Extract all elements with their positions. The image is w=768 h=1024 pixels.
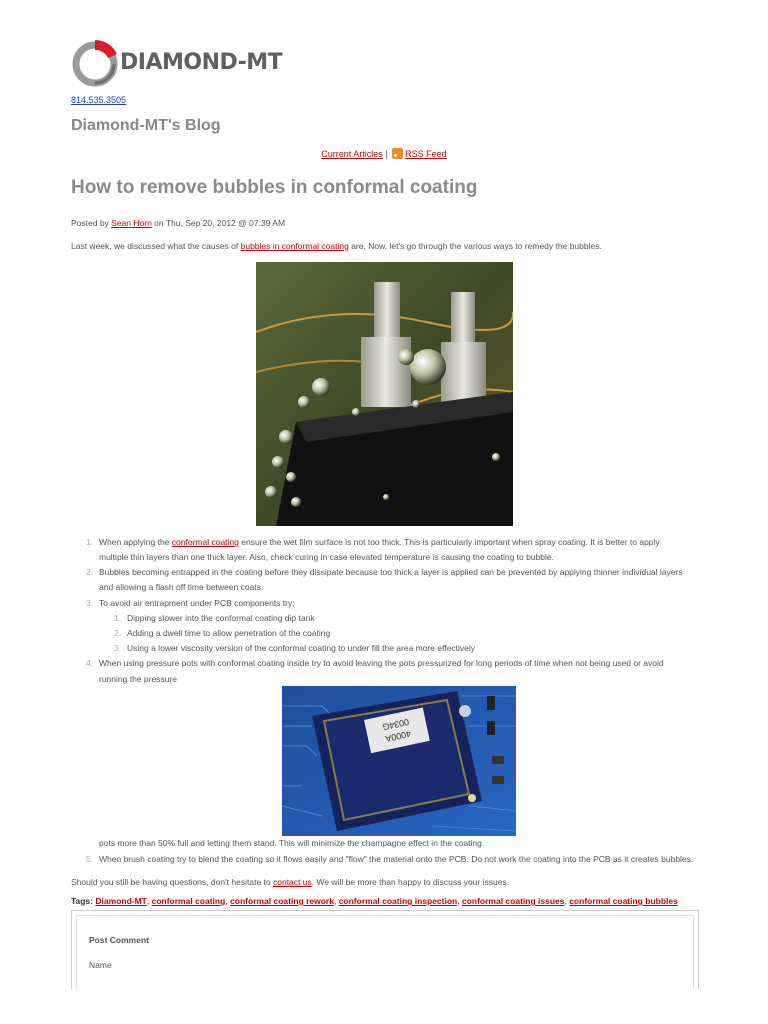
blog-title: Diamond-MT's Blog: [71, 117, 221, 134]
phone-link[interactable]: 814.535.3505: [71, 95, 127, 105]
list-item: [86, 565, 683, 580]
list-number: 3.: [86, 598, 94, 608]
tag-link[interactable]: conformal coating issues: [461, 896, 565, 906]
tag-separator: ,: [146, 896, 152, 906]
list-number: 1.: [114, 613, 122, 623]
feed-separator: |: [382, 149, 391, 159]
sub-list-item: [114, 641, 476, 656]
contact-us-link[interactable]: contact us: [272, 877, 312, 887]
comment-form-inner: [76, 915, 694, 989]
list-text: When brush coating try to blend the coating so it flows easily and "flow" the material onto the PCB. Do not work the coating into the PCB as it creates bubbles.: [99, 854, 694, 864]
list-text: To avoid air entrapment under PCB components try:: [99, 598, 295, 608]
list-item: [86, 852, 694, 867]
list-item-line: multiple thin layers than one thick layer. Also, check curing in case elevated temperature is causing the coating to bubble.: [99, 552, 555, 562]
list-number: 2.: [114, 628, 122, 638]
bubbles-photo: [256, 262, 513, 526]
tag-separator: ,: [564, 896, 570, 906]
logo-ring-icon: [70, 36, 122, 92]
post-comment-heading: Post Comment: [89, 935, 149, 945]
list-text: ensure the wet film surface is not too thick. This is particularly important when spray coating. It is better to apply: [238, 537, 660, 547]
intro-text-end: are. Now, let's go through the various ways to remedy the bubbles.: [348, 241, 602, 251]
byline-prefix: Posted by: [71, 218, 112, 228]
post-intro: [71, 241, 602, 251]
intro-text: Last week, we discussed what the causes of: [71, 241, 241, 251]
tag-separator: ,: [225, 896, 231, 906]
list-number: 1.: [86, 537, 94, 547]
byline-date: on Thu, Sep 20, 2012 @ 07:39 AM: [151, 218, 286, 228]
list-text: When applying the: [99, 537, 172, 547]
chip-label-line1: 0034G: [381, 716, 410, 733]
sub-list-item: [114, 626, 331, 641]
list-number: 2.: [86, 567, 94, 577]
sub-list-item: [114, 611, 315, 626]
post-tags: [71, 896, 678, 906]
tag-separator: ,: [457, 896, 462, 906]
list-item: [86, 535, 660, 550]
author-link[interactable]: Sean Horn: [111, 218, 152, 228]
conformal-coating-link[interactable]: conformal coating: [171, 537, 239, 547]
list-number: 3.: [114, 643, 122, 653]
feed-links: [0, 148, 768, 159]
list-item: [86, 596, 295, 611]
tag-link[interactable]: conformal coating: [151, 896, 226, 906]
list-text: Bubbles becoming entrapped in the coating before they dissipate because too thick a layer is applied can be prevented by applying thinner individual layers: [99, 567, 683, 577]
rss-icon[interactable]: [392, 148, 403, 159]
chip-label-line2: 4000A: [384, 728, 412, 744]
list-text: Adding a dwell time to allow penetration of the coating: [127, 628, 331, 638]
tags-label: Tags:: [71, 896, 96, 906]
tag-link[interactable]: conformal coating bubbles: [569, 896, 678, 906]
bubbles-link[interactable]: bubbles in conformal coating: [240, 241, 349, 251]
list-number: 5.: [86, 854, 94, 864]
comment-form: [71, 910, 699, 989]
list-item-line: running the pressure: [99, 674, 177, 684]
tag-separator: ,: [333, 896, 339, 906]
tag-link[interactable]: conformal coating rework: [230, 896, 334, 906]
tag-link[interactable]: Diamond-MT: [95, 896, 147, 906]
list-item: [86, 656, 664, 671]
list-text: Using a lower viscosity version of the conformal coating to under fill the area more effectively: [127, 643, 476, 653]
post-byline: [71, 218, 285, 228]
list-item-line: and allowing a flash off time between coats.: [99, 582, 264, 592]
pcb-chip-photo: [282, 686, 516, 836]
rss-feed-link[interactable]: RSS Feed: [405, 149, 447, 159]
diamond-mt-logo[interactable]: [70, 36, 285, 92]
list-text: When using pressure pots with conformal coating inside try to avoid leaving the pots pressurized for long periods of time when not being used or avoid: [99, 658, 664, 668]
name-field-label: Name: [89, 960, 112, 970]
current-articles-link[interactable]: Current Articles: [321, 149, 383, 159]
list-text: Dipping slower into the conformal coating dip tank: [127, 613, 315, 623]
closing-text: Should you still be having questions, don't hesitate to: [71, 877, 273, 887]
list-item-line: pots more than 50% full and letting them stand. This will minimize the champagne effect in the coating.: [99, 838, 485, 848]
closing-paragraph: [71, 877, 509, 887]
list-number: 4.: [86, 658, 94, 668]
post-title: How to remove bubbles in conformal coating: [71, 177, 478, 198]
tag-link[interactable]: conformal coating inspection: [338, 896, 458, 906]
logo-text: DIAMOND-MT: [120, 50, 283, 75]
closing-text-end: . We will be more than happy to discuss your issues.: [311, 877, 510, 887]
